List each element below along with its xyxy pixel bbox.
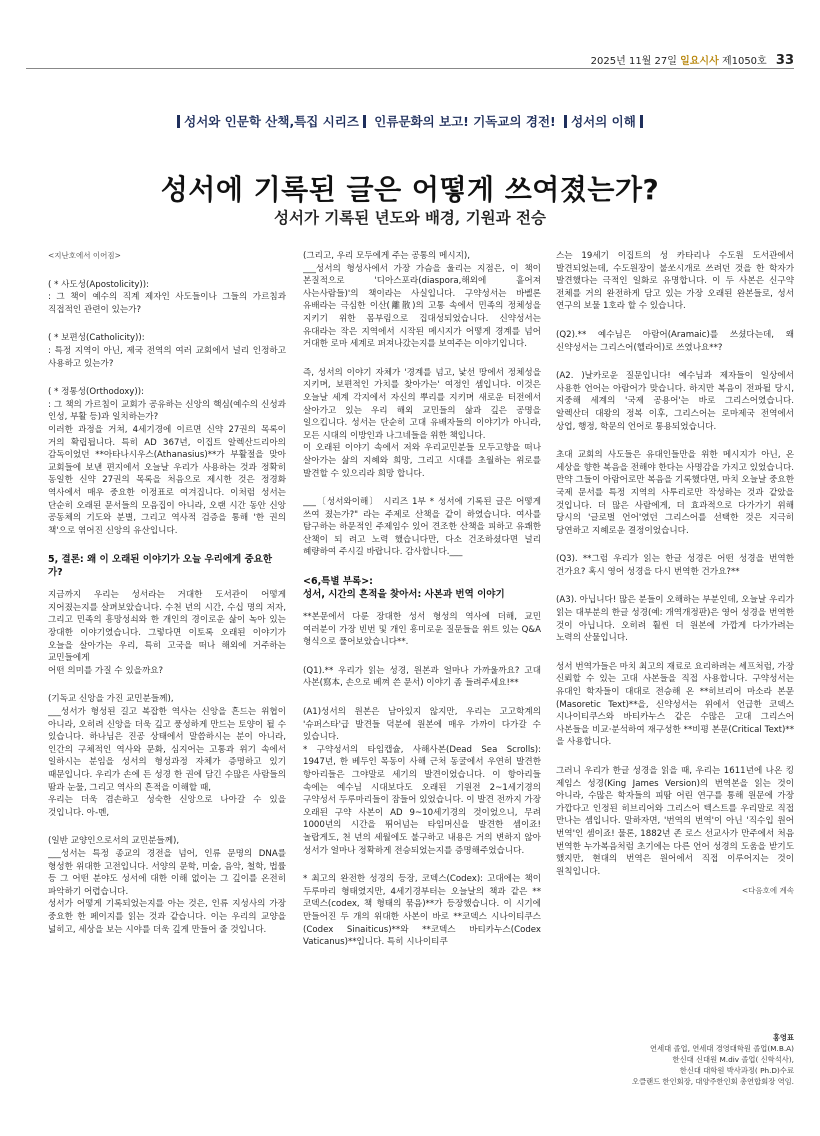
column-2 [303, 250, 541, 1100]
continued-note: <지난호에서 이어짐> [48, 251, 121, 260]
question: (Q3). **그럼 우리가 읽는 한글 성경은 어떤 성경을 번역한 건가요? 혹시 영어 성경을 다시 번역한 건가요?** [556, 554, 794, 577]
article-title: 성서에 기록된 글은 어떻게 쓰여졌는가? [160, 173, 660, 206]
column-1 [48, 250, 286, 1100]
answer: (A3). 아닙니다! 많은 분들이 오해하는 부분인데, 오늘날 우리가 읽는 대부분의 한글 성경(예: 개역개정판)은 영어 성경을 번역한 것이 아닙니다. 오히려 훨씬 더 원본에 가깝게 다가가려는 노력의 산물입니다. [556, 595, 794, 644]
paragraph: 스는 19세기 이집트의 성 카타리나 수도원 도서관에서 발견되었는데, 수도원장이 불쏘시개로 쓰려던 것을 한 학자가 발견했다는 극적인 일화로 유명합니다. 이 두 사본은 신구약 전체를 거의 완전하게 담고 있는 가장 오래된 완본들로, 성서 연구의 보물 1호라 할 수 있습니다. [556, 251, 794, 312]
paragraph: 성서 번역가들은 마치 최고의 재료로 요리하려는 셰프처럼, 가장 신뢰할 수 있는 고대 사본들을 직접 사용합니다. 구약성서는 유대인 학자들이 대대로 전승해 온 **히브리어 마소라 본문(Masoretic Text)**을, 신약성서는 위에서 언급한 코덱스 시나이티쿠스와 바티카누스 같은 수많은 고대 그리스어 사본들을 비교·분석하여 재구성한 **비평 본문(Critical Text)**을 사용합니다. [556, 661, 794, 748]
series-part-3: 성서의 이해 [571, 114, 636, 129]
author-name: 홍영표 [772, 1033, 794, 1042]
bracket-mark [640, 115, 643, 128]
author-bio [556, 1032, 794, 1087]
article-subtitle: 성서가 기록된 년도와 배경, 기원과 전승 [274, 208, 546, 227]
page-header [591, 52, 794, 68]
paragraph: 즉, 성서의 이야기 자체가 '경계를 넘고, 낯선 땅에서 정체성을 지키며, 보편적인 가치를 찾아가는' 여정인 셈입니다. 이것은 오늘날 세계 각지에서 자신의 뿌리를 지키며 새로운 터전에서 살아가고 있는 우리 해외 교민들의 삶과 깊은 공명을 일으킵니다. 성서는 단순히 고대 유배자들의 이야기가 아니라, 모든 시대의 이방인과 나그네들을 위한 책입니다. 이 오래된 이야기 속에서 저와 우리교민분들 모두고향을 떠나 살아가는 삶의 지혜와 희망, 그리고 시대를 초월하는 위로를 발견할 수 있으리라 희망 합니다. [303, 367, 541, 479]
paragraph: **본문에서 다룬 장대한 성서 형성의 역사에 더해, 교민 여러분이 가장 빈번 및 개인 흥미로운 질문들을 위트 있는 Q&A 형식으로 풀어보았습니다**. [303, 612, 541, 648]
answer: (A2. )날카로운 질문입니다! 예수님과 제자들이 일상에서 사용한 언어는 아람어가 맞습니다. 하지만 복음이 전파될 당시, 지중해 세계의 '국제 공용어'는 바로 그리스어였습니다. 알렉산더 대왕의 정복 이후, 그리스어는 로마제국 전역에서 상업, 행정, 학문의 언어로 통용되었습니다. [556, 371, 794, 432]
bracket-mark [564, 115, 567, 128]
newspaper-brand: 일요시사 [680, 56, 719, 67]
paragraph: (일반 교양인으로서의 교민분들께), ___성서는 특정 종교의 경전을 넘어, 인류 문명의 DNA를 형성한 위대한 고전입니다. 서양의 문학, 미술, 음악, 철학, 법률 등 그 어떤 분야도 성서에 대한 이해 없이는 그 깊이를 온전히 파악하기 어렵습니다. 성서가 어떻게 기록되었는지를 아는 것은, 인류 지성사의 가장 중요한 한 페이지를 읽는 것과 같습니다. 이는 우리의 교양을 넓히고, 세상을 보는 시야를 더욱 깊게 만들어 줄 것입니다. [48, 836, 286, 935]
paragraph: ___〔성서와이해〕 시리즈 1부 * 성서에 기록된 글은 어떻게 쓰여 졌는가?" 라는 주제로 산책을 같이 하였습니다. 여사를 탐구하는 하문적인 주제임수 있어 견조한 산책을 피하고 유쾌한 산책이 되 려고 노력 했습니다만, 다소 건조하셨다면 널리 혜량하여 주시길 바랍니다. 감사합니다.___ [303, 497, 541, 558]
bio-line: 연세대 졸업, 연세대 경영대학원 졸업(M.B.A) [650, 1044, 794, 1053]
series-part-2: 인류문화의 보고! 기독교의 경전! [374, 114, 556, 129]
bio-line: 한신대 신대원 M.div 졸업( 신학석사), [672, 1055, 794, 1064]
paragraph: ( * 보편성(Catholicity)): : 특정 지역이 아닌, 제국 전역의 여러 교회에서 널리 인정하고 사용하고 있는가? [48, 333, 286, 369]
paragraph: (그리고, 우리 모두에게 주는 공통의 메시지), ___성서의 형성사에서 가장 가슴을 울리는 지점은, 이 책이 본질적으로 '디아스포라(diaspora,해외에 흩어져 사는사람들)'의 책이라는 사실입니다. 구약성서는 바벨론 유배라는 극심한 이산(離散)의 고통 속에서 민족의 정체성을 지키기 위한 몸부림으로 집대성되었습니다. 신약성서는 유대라는 작은 지역에서 시작된 메시지가 어떻게 경계를 넘어 거대한 로마 세계로 퍼져나갔는지를 보여주는 이야기입니다. [303, 251, 541, 350]
issue-number: 제1050호 [721, 56, 767, 67]
paragraph: 지금까지 우리는 성서라는 거대한 도서관이 어떻게 지어졌는지를 살펴보았습니다. 수천 년의 시간, 수십 명의 저자, 그리고 민족의 흥망성쇠와 한 개인의 경이로운 삶이 녹아 있는 장대한 이야기였습니다. 그렇다면 이토록 오래된 이야기가 오늘을 살아가는 우리, 특히 고국을 떠나 해외에 거주하는 교민들에게 어떤 의미를 가질 수 있을까요? [48, 590, 286, 676]
paragraph: 초대 교회의 사도들은 유대인들만을 위한 메시지가 아닌, 온 세상을 향한 복음을 전해야 한다는 사명감을 가지고 있었습니다. 만약 그들이 아람어로만 복음을 기록했다면, 마치 오늘날 중요한 국제 문서를 특정 지역의 사투리로만 작성하는 것과 같았을 것입니다. 더 많은 사람에게, 더 효과적으로 다가가기 위해 당시의 '글로벌 언어'였던 그리스어를 선택한 것은 지극히 당연하고 지혜로운 결정이었습니다. [556, 450, 794, 536]
header-rule [26, 68, 794, 69]
series-banner [0, 112, 820, 130]
bio-line: 한신대 대학원 박사과정( Ph.D)수료 [679, 1066, 794, 1075]
page-number: 33 [775, 53, 794, 68]
paragraph: (기독교 신앙을 가진 교민분들께), ___성서가 형성된 길고 복잡한 역사는 신앙을 흔드는 위협이 아니라, 오히려 신앙을 더욱 깊고 풍성하게 만드는 토양이 될 수 있습니다. 하나님은 진공 상태에서 말씀하시는 분이 아니라, 인간의 구체적인 역사와 문화, 심지어는 고통과 위기 속에서 일하시는 분임을 성서의 형성과정 자체가 증명하고 있기 때문입니다. 우리가 손에 든 성경 한 권에 담긴 수많은 사람들의 땀과 눈물, 그리고 역사의 흔적을 이해할 때, 우리는 더욱 겸손하고 성숙한 신앙으로 나아갈 수 있을 것입니다. 아-멘, [48, 694, 286, 818]
bracket-mark [177, 115, 180, 128]
bracket-mark [363, 115, 366, 128]
to-be-continued: <다음호에 계속 [741, 886, 794, 896]
question: (Q1).** 우리가 읽는 성경, 원본과 얼마나 가까울까요? 고대 사본(寫本, 손으로 베껴 쓴 문서) 이야기 좀 들려주세요!** [303, 665, 541, 689]
paragraph: 그러니 우리가 한글 성경을 읽을 때, 우리는 1611년에 나온 킹 제임스 성경(King James Version)의 번역본을 읽는 것이 아니라, 수많은 학자들의 피땀 어린 연구를 통해 원문에 가장 가깝다고 인정된 히브리어와 그리스어 텍스트를 우리말로 직접 만나는 셈입니다. 말하자면, '번역의 번역'이 아닌 '직수입 원어 번역'인 셈이죠! 물론, 1882년 존 로스 선교사가 만주에서 처음 번역한 누가복음처럼 초기에는 다른 언어 성경의 도움을 받기도 했지만, 현대의 번역은 원어에서 직접 이루어지는 것이 원칙입니다. [556, 766, 794, 877]
bio-line: 오클랜드 한인회장, 대양주한인회 총연합회장 역임. [632, 1077, 794, 1086]
column-3 [556, 250, 794, 1100]
section-heading: <6,특별 부록>: 성서, 시간의 흔적을 찾아서: 사본과 번역 이야기 [303, 576, 505, 601]
answer: (A1)성서의 원본은 남아있지 않지만, 우리는 고고학계의 '슈퍼스타'급 발견들 덕분에 원본에 매우 가까이 다가갈 수 있습니다. * 구약성서의 타임캡슐, 사해사본(Dead Sea Scrolls): 1947년, 한 베두인 목동이 사해 근처 동굴에서 우연히 발견한 항아리들은 그야말로 세기의 발견이었습니다. 이 항아리들 속에는 예수님 시대보다도 오래된 기원전 2~1세기경의 구약성서 두루마리들이 잠들어 있었습니다. 이 발견 전까지 가장 오래된 구약 사본이 AD 9~10세기경의 것이었으니, 무려 1000년의 시간을 뛰어넘는 타임머신을 발견한 셈이죠! 놀랍게도, 천 년의 세월에도 불구하고 내용은 거의 변하지 않아 성서가 얼마나 정확하게 전승되었는지를 증명해주었습니다. [303, 707, 541, 856]
question: (Q2).** 예수님은 아람어(Aramaic)를 쓰셨다는데, 왜 신약성서는 그리스어(헬라어)로 쓰였나요**? [556, 329, 794, 353]
issue-date: 2025년 11월 27일 [590, 56, 677, 67]
paragraph: * 최고의 완전한 성경의 등장, 코덱스(Codex): 고대에는 책이 두루마리 형태였지만, 4세기경부터는 오늘날의 책과 같은 **코덱스(codex, 책 형태의 묶음)**가 등장했습니다. 이 시기에 만들어진 두 개의 위대한 사본이 바로 **코덱스 시나이티쿠스(Codex Sinaiticus)**와 **코덱스 바티카누스(Codex Vaticanus)**입니다. 특히 시나이티쿠 [303, 874, 541, 948]
section-heading: 5, 결론: 왜 이 오래된 이야기가 오늘 우리에게 중요한가? [48, 554, 273, 579]
paragraph: ( * 정통성(Orthodoxy)): : 그 책의 가르침이 교회가 공유하는 신앙의 핵심(예수의 신성과 인성, 부활 등)과 일치하는가? 이러한 과정을 거쳐, 4세기경에 이르면 신약 27권의 목록이 거의 확립됩니다. 특히 AD 367년, 이집트 알렉산드리아의 감독이었던 **아타나시우스(Athanasius)**가 부활절을 맞아 교회들에 보낸 편지에서 오늘날 우리가 사용하는 것과 정확히 동일한 신약 27권의 목록을 처음으로 제시한 것은 정경화 역사에서 매우 중요한 이정표로 여겨집니다. 이처럼 성서는 단순히 오래된 문서들의 모음집이 아니라, 오랜 시간 동안 신앙 공동체의 기도와 분별, 그리고 역사적 검증을 통해 '한 권의 책'으로 엮어진 신앙의 유산입니다. [48, 387, 286, 536]
series-part-1: 성서와 인문학 산책,특집 시리즈 [184, 114, 359, 129]
paragraph: ( * 사도성(Apostolicity)): : 그 책이 예수의 직계 제자인 사도들이나 그들의 가르침과 직접적인 관련이 있는가? [48, 279, 286, 315]
